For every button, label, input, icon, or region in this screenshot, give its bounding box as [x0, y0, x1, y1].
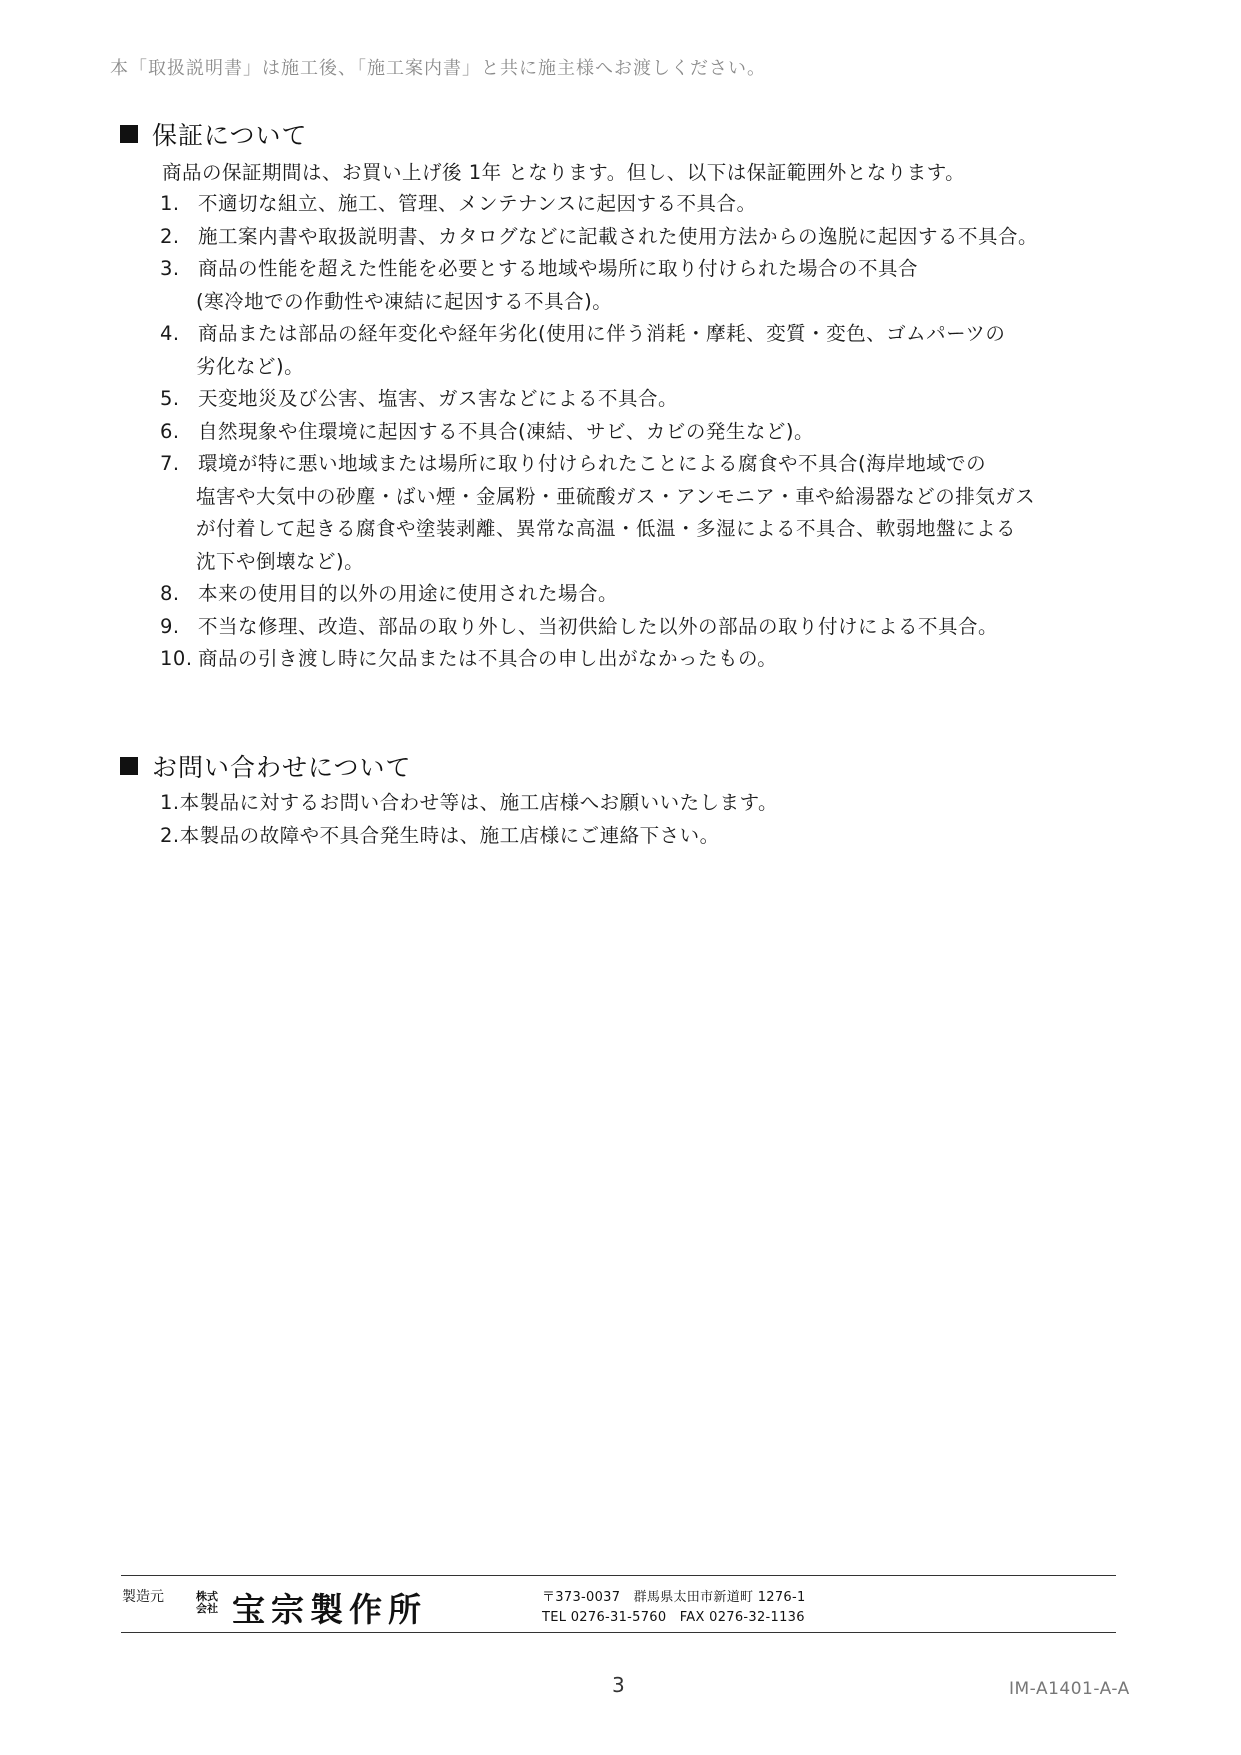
list-item-number: 3.: [160, 257, 180, 280]
square-bullet-icon: [120, 757, 138, 775]
header-note: 本「取扱説明書」は施工後、「施工案内書」と共に施主様へお渡しください。: [110, 58, 766, 79]
list-item-text: 沈下や倒壊など)。: [196, 549, 365, 573]
warranty-list-item: [160, 416, 1038, 449]
list-item-text: 不適切な組立、施工、管理、メンテナンスに起因する不具合。: [198, 192, 757, 215]
list-item-text: が付着して起きる腐食や塗装剥離、異常な高温・低温・多湿による不具合、軟弱地盤による: [196, 517, 1017, 540]
company-name-logo: 宝宗製作所: [232, 1590, 427, 1629]
list-item-text: 施工案内書や取扱説明書、カタログなどに記載された使用方法からの逸脱に起因する不具合。: [198, 224, 1039, 248]
list-item-text: 劣化など)。: [196, 354, 305, 378]
warranty-list-item: [160, 383, 1038, 416]
warranty-list-item: [160, 578, 1038, 611]
square-bullet-icon: [120, 125, 138, 143]
list-item-text: 塩害や大気中の砂塵・ばい煙・金属粉・亜硫酸ガス・アンモニア・車や給湯器などの排気ガス: [196, 484, 1036, 508]
list-item-text: 本来の使用目的以外の用途に使用された場合。: [198, 582, 619, 605]
contact-list-item: 2.本製品の故障や不具合発生時は、施工店様にご連絡下さい。: [160, 824, 720, 847]
warranty-list-item: [160, 448, 1038, 578]
warranty-heading-text: 保証について: [152, 121, 308, 150]
list-item-number: 9.: [160, 614, 180, 638]
list-item-text: 天変地災及び公害、塩害、ガス害などによる不具合。: [198, 387, 679, 410]
warranty-list: [160, 188, 1038, 676]
document-code: IM-A1401-A-A: [1009, 1679, 1130, 1699]
list-item-number: 10.: [160, 647, 193, 670]
list-item-number: 7.: [160, 452, 180, 475]
contact-heading: [120, 748, 412, 784]
list-item-text: 商品の引き渡し時に欠品または不具合の申し出がなかったもの。: [198, 647, 778, 670]
list-item-text: 環境が特に悪い地域または場所に取り付けられたことによる腐食や不具合(海岸地域での: [198, 452, 987, 475]
company-phone-fax: TEL 0276-31-5760 FAX 0276-32-1136: [542, 1610, 805, 1625]
contact-heading-text: お問い合わせについて: [152, 753, 412, 782]
warranty-heading: [120, 116, 308, 152]
warranty-list-item: [160, 318, 1038, 383]
company-type-label: 株式会社: [196, 1590, 218, 1615]
list-item-text: 自然現象や住環境に起因する不具合(凍結、サビ、カビの発生など)。: [198, 419, 815, 443]
list-item-number: 6.: [160, 419, 180, 443]
list-item-number: 4.: [160, 322, 180, 345]
warranty-list-item: [160, 188, 1038, 221]
contact-list-item: 1.本製品に対するお問い合わせ等は、施工店様へお願いいたします。: [160, 791, 779, 814]
list-item-number: 8.: [160, 582, 180, 605]
footer-divider-top: [121, 1575, 1116, 1576]
list-item-text: 商品の性能を超えた性能を必要とする地域や場所に取り付けられた場合の不具合: [198, 257, 919, 280]
footer-divider-bottom: [121, 1632, 1116, 1633]
company-address: 〒373-0037 群馬県太田市新道町 1276-1: [542, 1590, 806, 1605]
list-item-text: (寒冷地での作動性や凍結に起因する不具合)。: [196, 289, 613, 313]
list-item-number: 5.: [160, 387, 180, 410]
page-number: 3: [612, 1673, 625, 1697]
warranty-list-item: [160, 643, 1038, 676]
warranty-list-item: [160, 611, 1038, 644]
list-item-text: 商品または部品の経年変化や経年劣化(使用に伴う消耗・摩耗、変質・変色、ゴムパーツの: [198, 322, 1006, 345]
contact-list: [160, 786, 778, 852]
warranty-list-item: [160, 221, 1038, 254]
list-item-number: 1.: [160, 192, 180, 215]
maker-label: 製造元: [122, 1589, 164, 1605]
warranty-list-item: [160, 253, 1038, 318]
list-item-text: 不当な修理、改造、部品の取り外し、当初供給した以外の部品の取り付けによる不具合。: [198, 614, 999, 638]
list-item-number: 2.: [160, 224, 180, 248]
warranty-intro: 商品の保証期間は、お買い上げ後 1年 となります。但し、以下は保証範囲外となります。: [162, 161, 966, 184]
